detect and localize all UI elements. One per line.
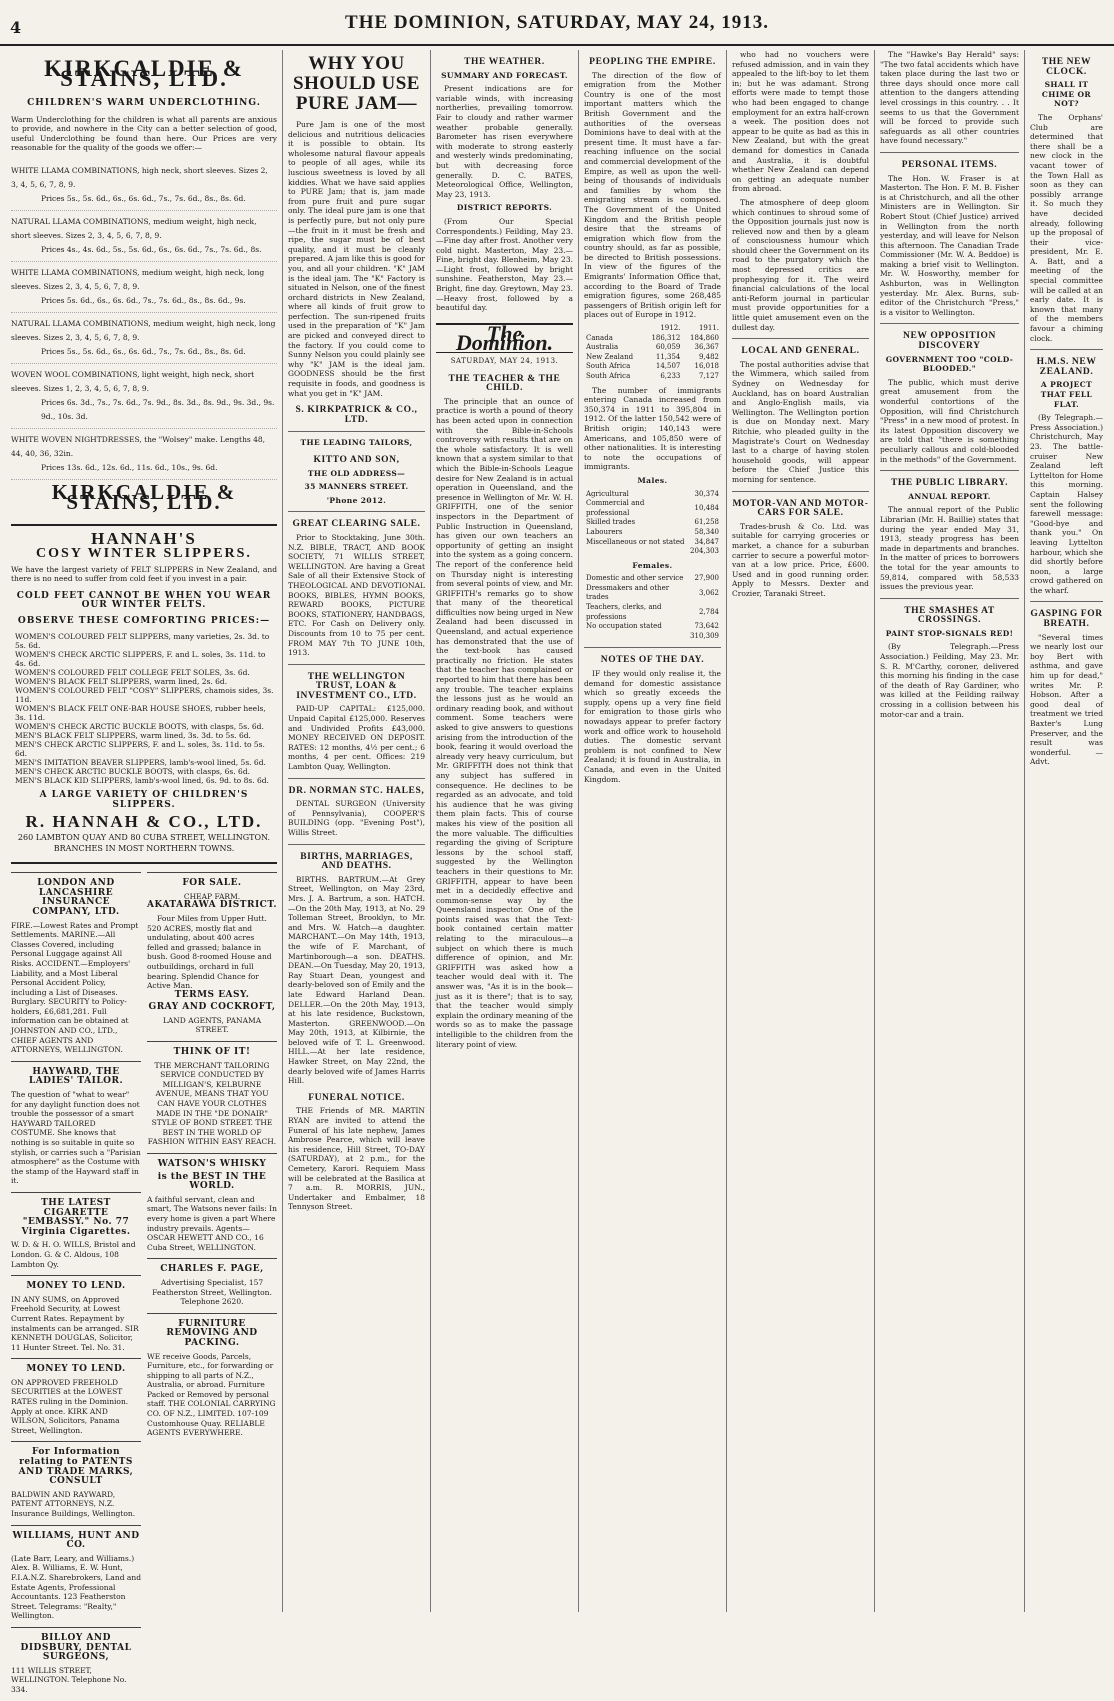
- table-row: Miscellaneous or not stated 34,847: [586, 537, 719, 546]
- library-title: THE PUBLIC LIBRARY.: [890, 478, 1009, 489]
- patents-ad: For Information relating to PATENTS AND TRADE MARKS, CONSULT BALDWIN AND RAYWARD, PATENT ATTORNEYS, N.Z. Insurance Buildings, Wellington.: [11, 1441, 141, 1524]
- list-item: MEN'S BLACK FELT SLIPPERS, warm lined, 3s. 3d. to 5s. 6d.: [15, 731, 251, 741]
- females-heading: Females.: [632, 560, 673, 570]
- dominion-nameplate: The Dominion.: [436, 323, 573, 353]
- trust-body: PAID-UP CAPITAL: £125,000. Unpaid Capital £125,000. Reserves and Undivided Profits £43,000. MONEY RECEIVED ON DEPOSIT. RATES: 12 months, 4½ per cent.; 6 months, 4 per cent. Offices: 219 Lambton Quay, Wellington.: [288, 704, 425, 772]
- list-item: WHITE LLAMA COMBINATIONS, high neck, short sleeves. Sizes 2, 3, 4, 5, 6, 7, 8, 9. Prices 5s., 5s. 6d., 6s., 6s. 6d., 7s., 7s. 6d., 8s., 8s. 6d.: [11, 160, 277, 211]
- list-item: WOMEN'S COLOURED FELT SLIPPERS, many varieties, 2s. 3d. to 5s. 6d.: [15, 632, 270, 651]
- dental-ad: BILLOY AND DIDSBURY, DENTAL SURGEONS, 111 WILLIS STREET, WELLINGTON. Telephone No. 334.: [11, 1627, 141, 1701]
- tailoring-ad: THINK OF IT! THE MERCHANT TAILORING SERVICE CONDUCTED BY MILLIGAN'S, KELBURNE AVENUE, MEANS THAT YOU CAN HAVE YOUR CLOTHES MADE IN THE "DE DONAIR" STYLE OF BOND STREET. THE BEST IN THE WORLD OF FASHION WITHIN EASY REACH.: [147, 1041, 277, 1153]
- kirkcaldie-brand-footer: KIRKCALDIE & STAINS, LTD.: [51, 480, 237, 514]
- weather-title: THE WEATHER.: [464, 57, 545, 67]
- table-row: Dressmakers and other trades 3,062: [586, 583, 719, 602]
- opposition-gloom-body: The atmosphere of deep gloom which continues to shroud some of the Opposition journals just now is relieved now and then by a gleam of consciousness humour which should cheer the Government on its road to the purgatory which the most depressed critics are prophesying for it. The weird financial calculations of the local anti-Reform journal in particular must provide opportunities for a little quiet amusement even on the dullest day.: [732, 197, 869, 332]
- underclothing-list: [11, 160, 277, 480]
- gasping-title: GASPING FOR BREATH.: [1030, 609, 1103, 630]
- insurance-ad: LONDON AND LANCASHIRE INSURANCE COMPANY, LTD. FIRE.—Lowest Rates and Prompt Settlements. MARINE.—All Classes Covered, including Personal Luggage against All Risks. ACCIDENT.—Employers' Liability, and a Most Liberal Personal Accident Policy, including a List of Diseases. Burglary. SECURITY to Policy-holders, £6,681,281. Full information can be obtained at JOHNSTON AND CO., LTD., CHIEF AGENTS AND ATTORNEYS, WELLINGTON.: [11, 872, 141, 1061]
- table-row: Canada 186,312 184,860: [586, 333, 719, 342]
- opposition-discovery-body: The public, which must derive great amusement from the wonderful contortions of the Opposition, will find Christchurch "Press" in a new mood of protest. In its latest Opposition discovery we are told that "there is something peculiarly callous and cold-blooded in the methods" of the Government.: [880, 377, 1019, 464]
- tailor-ad: HAYWARD, THE LADIES' TAILOR. The question of "what to wear" for any daylight function does not trouble the possessor of a smart HAYWARD TAILORED COSTUME. She knows that nothing is so suitable in quite so stylish, or carries such a "Parisian atmosphere" as the Costume with the stamp of the Hayward staff in it.: [11, 1061, 141, 1192]
- new-zealand-body: (By Telegraph.—Press Association.) Christchurch, May 23. The battle-cruiser New Zealand left Lyttelton for Home this morning. Captain Halsey sent the following farewell message: "Good-bye and thank you." On leaving Lyttelton harbour, which she did shortly before noon, a large crowd gathered on the wharf.: [1030, 413, 1103, 595]
- males-table: [584, 490, 721, 557]
- males-heading: Males.: [637, 475, 668, 485]
- list-item: WHITE WOVEN NIGHTDRESSES, the "Wolsey" make. Lengths 48, 44, 40, 36, 32in. Prices 13s. 6d., 12s. 6d., 11s. 6d., 10s., 9s. 6d.: [11, 429, 277, 480]
- editorial-dateline: SATURDAY, MAY 24, 1913.: [450, 357, 559, 366]
- list-item: MEN'S CHECK ARCTIC BUCKLE BOOTS, with clasps, 6s. 6d.: [15, 767, 251, 777]
- local-general-body: The postal authorities advise that the Wimmera, which sailed from Sydney on Wednesday for Auckland, has on board Australian and Anglo-English mails, via Wellington. The Wellington portion is due on Monday next. Mary Ritchie, who pleaded guilty in the Magistrate's Court on Wednesday last to a charge of having stolen household goods, will appear before the Chief Justice this morning for sentence.: [732, 359, 869, 484]
- trust-title: THE WELLINGTON TRUST, LOAN & INVESTMENT CO., LTD.: [296, 671, 417, 701]
- newspaper-title: THE DOMINION, SATURDAY, MAY 24, 1913.: [345, 12, 769, 33]
- clock-subtitle: SHALL IT CHIME OR NOT?: [1041, 80, 1092, 109]
- money-ad: MONEY TO LEND. ON APPROVED FREEHOLD SECURITIES at the LOWEST RATES ruling in the Dominion. Apply at once. KIRK AND WILSON, Solicitors, Panama Street, Wellington.: [11, 1358, 141, 1441]
- motor-sale-title: MOTOR-VAN AND MOTOR-CARS FOR SALE.: [732, 498, 869, 519]
- empire-body: The direction of the flow of emigration from the Mother Country is one of the most important matters which the British Government and the authorities of the overseas Dominions have to deal with at the present time. It must have a far-reaching influence on the social and commercial development of the Empire, as well as upon the well-being of thousands of individuals and families by whom the emigrating stream is composed. The Government of the United Kingdom and the British people desire that the streams of emigration which flow from the country should, as far as possible, be directed to British possessions. In view of the figures of the Emigrants' Information Office that, according to the Board of Trade emigration figures, some 268,485 passengers of British origin left for places out of Europe in 1912.: [584, 70, 721, 320]
- hannah-address: 260 LAMBTON QUAY AND 80 CUBA STREET, WELLINGTON. BRANCHES IN MOST NORTHERN TOWNS.: [17, 833, 271, 854]
- list-item: MEN'S CHECK ARCTIC SLIPPERS, F. and L. soles, 3s. 11d. to 5s. 6d.: [15, 740, 265, 759]
- empire-title: PEOPLING THE EMPIRE.: [589, 57, 716, 67]
- funeral-body: THE Friends of MR. MARTIN RYAN are invited to attend the Funeral of his late nephew, James Ambrose Pearce, which will leave his residence, Hill Street, TO-DAY (SATURDAY), at 2 p.m., for the Cemetery, Karori. Requiem Mass will be celebrated at the Basilica at 7 a.m. R. MORRIS, JUN., Undertaker and Embalmer, 18 Tennyson Street.: [288, 1106, 425, 1212]
- cigarette-ad: THE LATEST CIGARETTE "EMBASSY." No. 77 Virginia Cigarettes. W. D. & H. O. WILLS, Bristol and London. G. & C. Aldous, 108 Lambton Qy.: [11, 1192, 141, 1275]
- kirkcaldie-brand: KIRKCALDIE & STAINS, LTD.: [44, 56, 244, 91]
- tailors-phone: 'Phone 2012.: [326, 495, 387, 505]
- crossings-title: THE SMASHES AT CROSSINGS.: [904, 605, 995, 626]
- hannah-title: HANNAH'S: [91, 528, 197, 548]
- jam-ad-body: Pure Jam is one of the most delicious and nutritious delicacies it is possible to obtain. Its wholesome natural flavour appeals to people of all ages, while its luscious sweetness is loved by all kiddies. What we have said applies to PURE Jam; that is, jam made from pure fruit and pure sugar only. The ideal pure jam is one that is perfectly pure, but not only pure—the fruit in it must be fresh and ripe, the sugar must be of best quality, and it must be cleanly prepared. A jam like this is good for you, and all your children. "K" JAM is the ideal jam. The "K" Factory is situated in Nelson, one of the finest orchard districts in New Zealand, where all kinds of fruit grow to perfection. The sun-ripened fruits used in the preparation of "K" Jam are picked and conveyed direct to the factory. If you could come to Sunny Nelson you could plainly see why "K" JAM is the ideal jam. GOODNESS should be the first requisite in foods, and goodness is what you get in "K" JAM.: [288, 120, 425, 398]
- clearing-sale-body: Prior to Stocktaking, June 30th. N.Z. BIBLE, TRACT, AND BOOK SOCIETY, 71 WILLIS STREET, WELLINGTON. Are having a Great Sale of all their Extensive Stock of THEOLOGICAL AND DEVOTIONAL BOOKS, BIBLES, HYMN BOOKS, REWARD BOOKS, PICTURE BOOKS, STATIONERY, HANDBAGS, ETC. For Cash on Delivery only. Discounts from 10 to 75 per cent. FROM MAY 7th TO JUNE 10th, 1913.: [288, 532, 425, 658]
- list-item: WOMEN'S CHECK ARCTIC BUCKLE BOOTS, with clasps, 5s. 6d.: [15, 722, 264, 732]
- list-item: NATURAL LLAMA COMBINATIONS, medium weight, high neck, short sleeves. Sizes 2, 3, 4, 5, 6, 7, 8, 9. Prices 4s., 4s. 6d., 5s., 5s. 6d., 6s., 6s. 6d., 7s., 7s. 6d., 8s.: [11, 211, 277, 262]
- slippers-title: COSY WINTER SLIPPERS.: [36, 546, 252, 562]
- hannah-company: R. HANNAH & CO., LTD.: [25, 811, 263, 831]
- williams-ad: WILLIAMS, HUNT AND CO. (Late Barr, Leary, and Williams.) Alex. B. Williams, E. W. Hunt, F.I.A.N.Z. Sharebrokers, Land and Estate Agents, Professional Accountants. 123 Featherston Street. Telegrams: "Realty," Wellington.: [11, 1525, 141, 1627]
- weather-body: Present indications are for variable winds, with increasing northerlies, prevailing tomorrow. Fair to cloudy and rather warmer weather probable generally. Barometer has risen everywhere with moderate to strong easterly and westerly winds predominating, but with decreasing force generally. D. C. BATES, Meteorological Office, Wellington, May 23, 1913.: [436, 84, 573, 199]
- list-item: WOMEN'S COLOURED FELT "COSY" SLIPPERS, chamois sides, 3s. 11d.: [15, 686, 274, 705]
- list-item: MEN'S IMITATION BEAVER SLIPPERS, lamb's-wool lined, 5s. 6d.: [15, 758, 266, 768]
- opposition-discovery-subtitle: GOVERNMENT TOO "COLD-BLOODED.": [885, 354, 1014, 374]
- crossings-subtitle: PAINT STOP-SIGNALS RED!: [885, 628, 1014, 638]
- crossings-body: (By Telegraph.—Press Association.) Feilding, May 23. Mr. S. R. M'Carthy, coroner, delivered this morning his finding in the case of the death of Ray Gardiner, who was killed at the Feilding railway crossing in a collision between his motor-car and a train.: [880, 642, 1019, 719]
- slippers-slogan: COLD FEET CANNOT BE WHEN YOU WEAR OUR WINTER FELTS.: [16, 590, 272, 611]
- tailors-old-address: THE OLD ADDRESS—: [307, 468, 406, 478]
- list-item: WOMEN'S CHECK ARCTIC SLIPPERS, F. and L. soles, 3s. 11d. to 4s. 6d.: [15, 650, 266, 669]
- table-row: New Zealand 11,354 9,482: [586, 352, 719, 361]
- births-title: BIRTHS, MARRIAGES, AND DEATHS.: [300, 851, 413, 872]
- district-reports-title: DISTRICT REPORTS.: [456, 203, 553, 213]
- column-6: [874, 50, 1024, 1612]
- leader-title: THE TEACHER & THE CHILD.: [448, 373, 561, 394]
- table-row: Agricultural 30,374: [586, 489, 719, 498]
- table-row: Domestic and other service 27,900: [586, 574, 719, 583]
- list-item: WOVEN WOOL COMBINATIONS, light weight, high neck, short sleeves. Sizes 1, 2, 3, 4, 5, 6, 7, 8, 9. Prices 6s. 3d., 7s., 7s. 6d., 7s. 9d., 8s. 3d., 8s. 9d., 9s. 3d., 9s. 9d., 10s. 3d.: [11, 364, 277, 429]
- district-reports-body: (From Our Special Correspondents.) Feilding, May 23.—Fine day after frost. Another very cold night. Masterton, May 23.—Fine, bright day. Blenheim, May 23.—Light frost, followed by bright sunshine. Featherston, May 23.—Bright, fine day. Greytown, May 23.—Heavy frost, followed by a beautiful day.: [436, 216, 573, 313]
- list-item: WOMEN'S BLACK FELT ONE-BAR HOUSE SHOES, rubber heels, 3s. 11d.: [15, 704, 266, 723]
- list-item: NATURAL LLAMA COMBINATIONS, medium weight, high neck, long sleeves. Sizes 2, 3, 4, 5, 6, 7, 8, 9. Prices 5s., 5s. 6d., 6s., 6s. 6d., 7s., 7s. 6d., 8s., 8s. 6d.: [11, 313, 277, 364]
- slippers-prices-heading: OBSERVE THESE COMFORTING PRICES:—: [17, 615, 271, 626]
- tailors-address: 35 MANNERS STREET.: [304, 482, 409, 492]
- table-row: 1912. 1911.: [660, 324, 719, 333]
- list-item: WOMEN'S BLACK FELT SLIPPERS, warm lined, 2s. 6d.: [15, 677, 228, 687]
- motor-sale-body: Trades-brush & Co. Ltd. was suitable for carrying groceries or market, a chance for a suburban carrier to secure a powerful motor-van at a low price. Price, £600. Used and in good running order. Apply to Messrs. Dexter and Crozier, Taranaki Street.: [732, 521, 869, 598]
- leader-body: The principle that an ounce of practice is worth a pound of theory has been acted upon in connection with the Bible-in-Schools controversy with results that are on the whole satisfactory. It is well known that a system similar to that which the Bible-in-Schools League desire for New Zealand is in actual operation in Queensland, and the presence in Wellington of Mr. W. H. GRIFFITH, one of the senior inspectors in the Department of Public Instruction in Queensland, has given our own teachers an opportunity of getting an insight into the system as a going concern. The report of the conference held on Thursday night is interesting from several points of view, and Mr. GRIFFITH's remarks go to show that many of the theoretical difficulties now being urged in New Zealand had been discussed in Queensland, and actual experience has demonstrated that the use of the text-book has caused practically no friction. He states that the teacher has complained or reported to him that there has been any trouble. The teacher explains the lessons just as he would an ordinary reading book, and without comment. Some teachers were asked to give answers to questions arising from the introduction of the book, fearing it would overload the already very heavy curriculum, but Mr. GRIFFITH does not think that any subject has suffered in consequence. He declines to be regarded as an advocate, and told his audience that he was giving them plain facts. This of course makes his view of the position all the more valuable. The difficulties regarding the giving of Scripture lessons by the school staff, suggested by the Wellington teachers in their questions to Mr. GRIFFITH, appear to have been met in a decidedly effective and common-sense way by the Queensland inspector. One of the points raised was that the Text-book contained certain matter relating to the miraculous—a subject on which there is much difference of opinion, and Mr. GRIFFITH was asked how a teacher would deal with it. The answer was, "As it is in the book—just as it is there"; that is to say, that the teacher would simply explain the ordinary meaning of the words so as to make the passage intelligible to the children from the literary point of view.: [436, 396, 573, 1049]
- dentist-title: DR. NORMAN STC. HALES,: [288, 785, 425, 796]
- farm-sale-ad: FOR SALE. CHEAP FARM. AKATARAWA DISTRICT. Four Miles from Upper Hutt. 520 ACRES, mostly flat and undulating, about 400 acres felled and grassed; balance in bush. Good 8-roomed House and outbuildings, orchard in full bearing. Splendid Chance for Active Man. TERMS EASY. GRAY AND COCKROFT, LAND AGENTS, PANAMA STREET.: [147, 872, 277, 1041]
- underclothing-intro: Warm Underclothing for the children is what all parents are anxious to provide, and nowhere in the City can a better selection of good, useful Underclothing be found than here. Our Prices are very reasonable for the quality of the goods we offer:—: [11, 114, 277, 152]
- table-row: 310,309: [690, 631, 719, 640]
- table-row: South Africa 14,507 16,018: [586, 362, 719, 371]
- new-zealand-title: H.M.S. NEW ZEALAND.: [1036, 357, 1097, 377]
- emigration-table: [584, 324, 721, 382]
- clearing-sale-title: GREAT CLEARING SALE.: [292, 519, 421, 530]
- column-4: [578, 50, 726, 1612]
- table-row: Australia 60,059 36,367: [586, 343, 719, 352]
- table-row: Teachers, clerks, and professions 2,784: [586, 603, 719, 621]
- personal-items-title: PERSONAL ITEMS.: [901, 159, 998, 170]
- notes-title: NOTES OF THE DAY.: [600, 655, 705, 666]
- list-item: MEN'S BLACK KID SLIPPERS, lamb's-wool lined, 6s. 9d. to 8s. 6d.: [15, 776, 269, 786]
- column-2: [282, 50, 430, 1612]
- table-row: Commercial and professional 10,484: [586, 499, 719, 517]
- new-zealand-subtitle: A PROJECT THAT FELL FLAT.: [1040, 380, 1093, 409]
- tailors-heading: THE LEADING TAILORS,: [300, 438, 413, 448]
- table-row: 204,303: [690, 547, 719, 556]
- gasping-body: "Several times we nearly lost our boy Bert with asthma, and gave him up for dead," writes Mr. P. Hobson. After a good deal of treatment we tried Baxter's Lung Preserver, and the result was wonderful. — Advt.: [1030, 632, 1103, 767]
- personal-items-body: The Hon. W. Fraser is at Masterton. The Hon. F. M. B. Fisher is at Christchurch, and all the other Ministers are in Wellington. Sir Robert Stout (Chief Justice) arrived in Wellington from the north yesterday, and will leave for Nelson this afternoon. The Canadian Trade Commissioner (Mr. W. A. Beddoe) is making a brief visit to Wellington. Mr. W. Hosworthy, member for Ashburton, was in Wellington yesterday. Mr. Alex. Burns, sub-editor of the Christchurch "Press," is a visitor to Wellington.: [880, 173, 1019, 317]
- column-5: [726, 50, 874, 1612]
- slippers-intro: We have the largest variety of FELT SLIPPERS in New Zealand, and there is no need to suffer from cold feet if you invest in a pair.: [11, 564, 277, 584]
- local-general-title: LOCAL AND GENERAL.: [741, 346, 860, 357]
- library-body: The annual report of the Public Librarian (Mr. H. Baillie) states that during the year ended May 31, 1913, steady progress has been made in departments and branches. In the matter of prices to borrowers the total for the year amounts to 59,814, compared with 58,533 issues the previous year.: [880, 505, 1019, 592]
- table-row: South Africa 6,233 7,127: [586, 372, 719, 380]
- slippers-list: [11, 632, 277, 785]
- notes-body: IF they would only realise it, the demand for domestic assistance which so greatly exceeds the supply, opens up a very fine field for emigration to those girls who nowadays appear to prefer factory work and office work to household duties. The domestic servant problem is not confined to New Zealand; it is found in Australia, in Canada, and even in the United Kingdom.: [584, 669, 721, 784]
- crossing-danger-body: The "Hawke's Bay Herald" says: "The two fatal accidents which have taken place during the last two or three days should once more call attention to the dangers attending level crossings in this country. . . It seems to us that the Government will be forced to provide such safeguards as all other countries have found necessary.": [880, 50, 1019, 146]
- dentist-body: DENTAL SURGEON (University of Pennsylvania), COOPER'S BUILDING (opp. "Evening Post"), Willis Street.: [288, 799, 425, 837]
- table-row: No occupation stated 73,642: [586, 622, 719, 631]
- clock-body: The Orphans' Club are determined that there shall be a new clock in the vacant tower of the Town Hall as soon as they can possibly arrange it. So much they have decided already, following up the proposal of their vice-president, Mr. E. A. Batt, and a meeting of the special committee will be called at an early date. It is known that many of the members favour a chiming clock.: [1030, 112, 1103, 343]
- furniture-ad: FURNITURE REMOVING AND PACKING. WE receive Goods, Parcels, Furniture, etc., for forwarding or shipping to all parts of N.Z., Australia, or abroad. Furniture Packed or Removed by personal staff. THE COLONIAL CARRYING CO. OF N.Z., LIMITED. 107-109 Customhouse Quay. RELIABLE AGENTS EVERYWHERE.: [147, 1313, 277, 1444]
- masthead: [0, 0, 1114, 46]
- emigration-continued: who had no vouchers were refused admission, and in vain they appealed to the lift-boy to let them in; but he was adamant. Strong efforts were made to tempt those who had been engaged to change employment for an extra half-crown a week. The position does not appear to be quite as bad as this in New Zealand, but with the great demand for domestics in Canada and Australia, it is doubtful whether New Zealand can depend on getting an adequate number from abroad.: [732, 50, 869, 194]
- library-subtitle: ANNUAL REPORT.: [908, 491, 991, 501]
- advert-column: [6, 50, 282, 1694]
- page-advertising-ad: CHARLES F. PAGE, Advertising Specialist, 157 Featherston Street, Wellington. Telephone 2620.: [147, 1258, 277, 1312]
- weather-subtitle: SUMMARY AND FORECAST.: [441, 70, 568, 80]
- females-table: [584, 574, 721, 641]
- table-row: Labourers 58,340: [586, 527, 719, 536]
- kirkpatrick-name: S. KIRKPATRICK & CO., LTD.: [295, 405, 418, 425]
- underclothing-heading: CHILDREN'S WARM UNDERCLOTHING.: [27, 98, 261, 109]
- tailors-name: KITTO AND SON,: [313, 455, 400, 465]
- jam-ad-title: WHY YOU SHOULD USE PURE JAM—: [293, 53, 420, 114]
- column-7: [1024, 50, 1108, 1612]
- slippers-footer: A LARGE VARIETY OF CHILDREN'S SLIPPERS.: [39, 790, 249, 810]
- list-item: WHITE LLAMA COMBINATIONS, medium weight, high neck, long sleeves. Sizes 2, 3, 4, 5, 6, 7, 8, 9. Prices 5s. 6d., 6s., 6s. 6d., 7s., 7s. 6d., 8s., 8s. 6d., 9s.: [11, 262, 277, 313]
- clock-title: THE NEW CLOCK.: [1041, 57, 1092, 77]
- table-row: Skilled trades 61,258: [586, 518, 719, 527]
- whisky-ad: WATSON'S WHISKY is the BEST IN THE WORLD. A faithful servant, clean and smart, The Watsons never fails: In every home is given a part Where industry prevails. Agents—OSCAR HEWETT AND CO., 16 Cuba Street, WELLINGTON.: [147, 1153, 277, 1258]
- funeral-title: FUNERAL NOTICE.: [308, 1092, 405, 1103]
- births-body: BIRTHS. BARTRUM.—At Grey Street, Wellington, on May 23rd, Mrs. J. A. Bartrum, a son. HATCH.—On the 20th May, 1913, at No. 29 Tolleman Street, Brooklyn, to Mr. and Mrs. W. Hatch—a daughter. MARCHANT.—On May 14th, 1913, the wife of F. Marchant, of Martinborough—a son. DEATHS. DEAN.—On Tuesday, May 20, 1913, Ray Stuart Dean, youngest and dearly-beloved son of Emily and the late Edward Harland Dean. DELLER.—On the 20th May, 1913, at his late residence, Buckstown, Masterton. GREENWOOD.—On May 20th, 1913, at Kilbirnie, the beloved wife of T. L. Greenwood. HILL.—At her late residence, Hawker Street, on May 22nd, the dearly beloved wife of James Harris Hill.: [288, 874, 425, 1086]
- opposition-discovery-title: NEW OPPOSITION DISCOVERY: [903, 331, 996, 352]
- empire-body-2: The number of immigrants entering Canada increased from 350,374 in 1911 to 395,804 in 1912. Of the latter 150,542 were of British origin; 140,143 were Americans, and 105,850 were of other nationalities. It is interesting to note the occupations of immigrants.: [584, 385, 721, 472]
- page-number: 4: [10, 18, 22, 37]
- list-item: WOMEN'S COLOURED FELT COLLEGE FELT SOLES, 3s. 6d.: [15, 668, 250, 678]
- money-ad: MONEY TO LEND. IN ANY SUMS, on Approved Freehold Security, at Lowest Current Rates. Repayment by instalments can be arranged. SIR KENNETH DOUGLAS, Solicitor, 11 Hunter Street. Tel. No. 31.: [11, 1275, 141, 1358]
- column-3: [430, 50, 578, 1612]
